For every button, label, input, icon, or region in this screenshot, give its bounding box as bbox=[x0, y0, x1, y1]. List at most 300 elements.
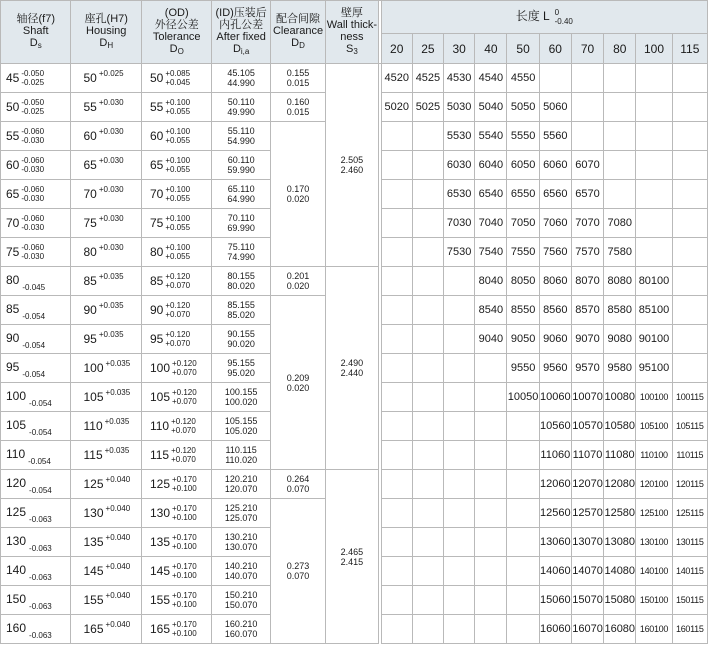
table-row bbox=[1, 64, 708, 93]
length-cell: 13070 bbox=[571, 528, 603, 557]
od-cell: 80 +0.100 +0.055 bbox=[141, 238, 211, 267]
length-cell bbox=[381, 325, 412, 354]
length-col-header: 80 bbox=[604, 34, 636, 64]
length-cell: 9560 bbox=[539, 354, 571, 383]
length-cell: 7570 bbox=[571, 238, 603, 267]
length-col-header: 70 bbox=[571, 34, 603, 64]
length-cell: 8050 bbox=[507, 267, 539, 296]
length-col-header: 60 bbox=[539, 34, 571, 64]
shaft-cell: 75 -0.060 -0.030 bbox=[1, 238, 71, 267]
shaft-cell: $90_{-0.054}$ bbox=[1, 325, 71, 354]
length-cell: 4525 bbox=[412, 64, 443, 93]
length-cell: 11060 bbox=[539, 441, 571, 470]
length-cell: 5060 bbox=[539, 93, 571, 122]
id-cell: 160.210 160.070 bbox=[212, 615, 270, 644]
length-cell bbox=[475, 470, 507, 499]
od-cell: 130 +0.170 +0.100 bbox=[141, 499, 211, 528]
length-cell bbox=[444, 325, 475, 354]
id-cell: 105.155 105.020 bbox=[212, 412, 270, 441]
id-cell: 85.155 85.020 bbox=[212, 296, 270, 325]
id-cell: 70.110 69.990 bbox=[212, 209, 270, 238]
length-cell bbox=[381, 499, 412, 528]
header-shaft: 轴径(f7) Shaft $D_s$ bbox=[1, 1, 71, 64]
length-cell bbox=[672, 151, 707, 180]
length-cell: 14060 bbox=[539, 557, 571, 586]
length-cell bbox=[636, 122, 672, 151]
length-cell: 10070 bbox=[571, 383, 603, 412]
length-cell bbox=[412, 557, 443, 586]
length-cell: 125100 bbox=[636, 499, 672, 528]
length-col-header: 100 bbox=[636, 34, 672, 64]
length-cell: 6050 bbox=[507, 151, 539, 180]
header-clearance: 配合间隙 Clearance $D_D$ bbox=[270, 1, 325, 64]
shaft-cell: $125_{-0.063}$ bbox=[1, 499, 71, 528]
length-cell bbox=[444, 499, 475, 528]
length-cell bbox=[412, 615, 443, 644]
length-cell bbox=[381, 354, 412, 383]
length-cell bbox=[444, 557, 475, 586]
length-cell: 130115 bbox=[672, 528, 707, 557]
length-cell bbox=[604, 64, 636, 93]
housing-cell: 70 $^{+0.030}$ bbox=[71, 180, 141, 209]
length-cell bbox=[475, 499, 507, 528]
length-cell: 7030 bbox=[444, 209, 475, 238]
wall-thickness-cell: 2.465 2.415 bbox=[326, 470, 378, 644]
length-cell: 4530 bbox=[444, 64, 475, 93]
housing-cell: 125 $^{+0.040}$ bbox=[71, 470, 141, 499]
length-cell bbox=[475, 354, 507, 383]
od-cell: 85 +0.120 +0.070 bbox=[141, 267, 211, 296]
shaft-cell: $100_{-0.054}$ bbox=[1, 383, 71, 412]
clearance-cell: 0.264 0.070 bbox=[270, 470, 325, 499]
od-cell: 145 +0.170 +0.100 bbox=[141, 557, 211, 586]
housing-cell: 100 $^{+0.035}$ bbox=[71, 354, 141, 383]
length-cell bbox=[444, 470, 475, 499]
od-cell: 70 +0.100 +0.055 bbox=[141, 180, 211, 209]
length-cell bbox=[475, 557, 507, 586]
length-cell: 11080 bbox=[604, 441, 636, 470]
shaft-cell: $140_{-0.063}$ bbox=[1, 557, 71, 586]
housing-cell: 65 $^{+0.030}$ bbox=[71, 151, 141, 180]
length-cell: 7580 bbox=[604, 238, 636, 267]
od-cell: 65 +0.100 +0.055 bbox=[141, 151, 211, 180]
length-cell: 12580 bbox=[604, 499, 636, 528]
length-cell: 10050 bbox=[507, 383, 539, 412]
od-cell: 110 +0.120 +0.070 bbox=[141, 412, 211, 441]
length-cell: 6070 bbox=[571, 151, 603, 180]
od-cell: 95 +0.120 +0.070 bbox=[141, 325, 211, 354]
length-cell bbox=[444, 354, 475, 383]
length-cell: 6030 bbox=[444, 151, 475, 180]
length-cell: 8080 bbox=[604, 267, 636, 296]
wall-thickness-cell: 2.505 2.460 bbox=[326, 64, 378, 267]
length-cell: 9570 bbox=[571, 354, 603, 383]
shaft-cell: $110_{-0.054}$ bbox=[1, 441, 71, 470]
id-cell: 80.155 80.020 bbox=[212, 267, 270, 296]
shaft-cell: $130_{-0.063}$ bbox=[1, 528, 71, 557]
length-cell bbox=[381, 470, 412, 499]
length-cell bbox=[507, 441, 539, 470]
length-cell: 12560 bbox=[539, 499, 571, 528]
id-cell: 120.210 120.070 bbox=[212, 470, 270, 499]
length-col-header: 30 bbox=[444, 34, 475, 64]
length-cell bbox=[672, 238, 707, 267]
length-cell: 14080 bbox=[604, 557, 636, 586]
length-cell bbox=[475, 528, 507, 557]
shaft-cell: 45 -0.050 -0.025 bbox=[1, 64, 71, 93]
housing-cell: 85 $^{+0.035}$ bbox=[71, 267, 141, 296]
length-cell: 140100 bbox=[636, 557, 672, 586]
clearance-cell: 0.273 0.070 bbox=[270, 499, 325, 644]
wall-thickness-cell: 2.490 2.440 bbox=[326, 267, 378, 470]
length-cell: 5550 bbox=[507, 122, 539, 151]
length-cell: 5560 bbox=[539, 122, 571, 151]
length-cell: 8540 bbox=[475, 296, 507, 325]
length-cell: 16080 bbox=[604, 615, 636, 644]
length-cell: 8550 bbox=[507, 296, 539, 325]
length-cell: 100100 bbox=[636, 383, 672, 412]
length-cell bbox=[381, 412, 412, 441]
id-cell: 55.110 54.990 bbox=[212, 122, 270, 151]
housing-cell: 165 $^{+0.040}$ bbox=[71, 615, 141, 644]
length-cell bbox=[381, 122, 412, 151]
housing-cell: 155 $^{+0.040}$ bbox=[71, 586, 141, 615]
header-housing: 座孔(H7) Housing $D_H$ bbox=[71, 1, 141, 64]
length-cell: 150115 bbox=[672, 586, 707, 615]
shaft-cell: $160_{-0.063}$ bbox=[1, 615, 71, 644]
length-cell bbox=[672, 296, 707, 325]
length-col-header: 40 bbox=[475, 34, 507, 64]
id-cell: 130.210 130.070 bbox=[212, 528, 270, 557]
table-row bbox=[1, 267, 708, 296]
shaft-cell: $150_{-0.063}$ bbox=[1, 586, 71, 615]
length-cell bbox=[672, 354, 707, 383]
length-cell bbox=[539, 64, 571, 93]
length-cell bbox=[412, 151, 443, 180]
od-cell: 125 +0.170 +0.100 bbox=[141, 470, 211, 499]
length-cell bbox=[636, 93, 672, 122]
length-cell bbox=[571, 64, 603, 93]
length-cell: 105115 bbox=[672, 412, 707, 441]
length-cell: 8570 bbox=[571, 296, 603, 325]
length-cell: 8040 bbox=[475, 267, 507, 296]
length-cell bbox=[604, 151, 636, 180]
od-cell: 60 +0.100 +0.055 bbox=[141, 122, 211, 151]
length-cell bbox=[412, 267, 443, 296]
housing-cell: 110 $^{+0.035}$ bbox=[71, 412, 141, 441]
length-cell bbox=[475, 441, 507, 470]
od-cell: 75 +0.100 +0.055 bbox=[141, 209, 211, 238]
length-col-header: 115 bbox=[672, 34, 707, 64]
length-cell bbox=[672, 93, 707, 122]
length-cell bbox=[412, 209, 443, 238]
length-cell: 7050 bbox=[507, 209, 539, 238]
length-cell: 7040 bbox=[475, 209, 507, 238]
length-cell bbox=[381, 180, 412, 209]
length-cell bbox=[381, 151, 412, 180]
length-cell bbox=[412, 586, 443, 615]
shaft-cell: 70 -0.060 -0.030 bbox=[1, 209, 71, 238]
clearance-cell: 0.209 0.020 bbox=[270, 296, 325, 470]
length-cell bbox=[507, 499, 539, 528]
od-cell: 90 +0.120 +0.070 bbox=[141, 296, 211, 325]
length-cell bbox=[507, 528, 539, 557]
length-cell: 6530 bbox=[444, 180, 475, 209]
length-cell bbox=[444, 615, 475, 644]
length-cell bbox=[412, 354, 443, 383]
length-cell: 8060 bbox=[539, 267, 571, 296]
length-cell: 90100 bbox=[636, 325, 672, 354]
od-cell: 100 +0.120 +0.070 bbox=[141, 354, 211, 383]
id-cell: 60.110 59.990 bbox=[212, 151, 270, 180]
length-cell: 130100 bbox=[636, 528, 672, 557]
id-cell: 150.210 150.070 bbox=[212, 586, 270, 615]
length-cell: 7070 bbox=[571, 209, 603, 238]
length-cell bbox=[444, 412, 475, 441]
id-cell: 50.110 49.990 bbox=[212, 93, 270, 122]
length-cell bbox=[672, 325, 707, 354]
housing-cell: 60 $^{+0.030}$ bbox=[71, 122, 141, 151]
housing-cell: 90 $^{+0.035}$ bbox=[71, 296, 141, 325]
length-cell bbox=[636, 209, 672, 238]
length-cell: 8560 bbox=[539, 296, 571, 325]
od-cell: 115 +0.120 +0.070 bbox=[141, 441, 211, 470]
id-cell: 140.210 140.070 bbox=[212, 557, 270, 586]
length-cell bbox=[604, 180, 636, 209]
length-cell bbox=[412, 441, 443, 470]
length-cell bbox=[381, 586, 412, 615]
length-cell: 4550 bbox=[507, 64, 539, 93]
length-cell: 9580 bbox=[604, 354, 636, 383]
length-cell: 13060 bbox=[539, 528, 571, 557]
length-cell: 5040 bbox=[475, 93, 507, 122]
length-cell: 110115 bbox=[672, 441, 707, 470]
length-cell: 140115 bbox=[672, 557, 707, 586]
length-cell bbox=[444, 441, 475, 470]
clearance-cell: 0.170 0.020 bbox=[270, 122, 325, 267]
length-cell: 10560 bbox=[539, 412, 571, 441]
length-cell bbox=[672, 267, 707, 296]
length-cell: 85100 bbox=[636, 296, 672, 325]
length-cell bbox=[604, 93, 636, 122]
housing-cell: 95 $^{+0.035}$ bbox=[71, 325, 141, 354]
length-cell bbox=[604, 122, 636, 151]
length-cell: 105100 bbox=[636, 412, 672, 441]
length-cell: 7530 bbox=[444, 238, 475, 267]
id-cell: 90.155 90.020 bbox=[212, 325, 270, 354]
length-cell bbox=[636, 238, 672, 267]
length-cell bbox=[412, 412, 443, 441]
length-cell bbox=[444, 383, 475, 412]
length-cell: 160100 bbox=[636, 615, 672, 644]
length-cell bbox=[636, 151, 672, 180]
length-cell bbox=[444, 586, 475, 615]
length-cell: 6060 bbox=[539, 151, 571, 180]
length-cell: 9040 bbox=[475, 325, 507, 354]
length-cell bbox=[507, 557, 539, 586]
length-cell bbox=[571, 93, 603, 122]
length-cell bbox=[475, 383, 507, 412]
length-cell: 120115 bbox=[672, 470, 707, 499]
length-cell: 125115 bbox=[672, 499, 707, 528]
length-cell bbox=[507, 586, 539, 615]
length-cell bbox=[444, 267, 475, 296]
length-cell: 160115 bbox=[672, 615, 707, 644]
length-cell bbox=[475, 412, 507, 441]
shaft-cell: $105_{-0.054}$ bbox=[1, 412, 71, 441]
length-cell: 7060 bbox=[539, 209, 571, 238]
length-cell: 12070 bbox=[571, 470, 603, 499]
length-cell: 5530 bbox=[444, 122, 475, 151]
od-cell: 55 +0.100 +0.055 bbox=[141, 93, 211, 122]
length-cell: 7550 bbox=[507, 238, 539, 267]
length-cell: 5025 bbox=[412, 93, 443, 122]
length-cell: 6540 bbox=[475, 180, 507, 209]
shaft-cell: $95_{-0.054}$ bbox=[1, 354, 71, 383]
length-cell: 9050 bbox=[507, 325, 539, 354]
shaft-cell: $120_{-0.054}$ bbox=[1, 470, 71, 499]
length-cell: 11070 bbox=[571, 441, 603, 470]
length-cell bbox=[672, 64, 707, 93]
length-cell bbox=[672, 122, 707, 151]
id-cell: 95.155 95.020 bbox=[212, 354, 270, 383]
od-cell: 105 +0.120 +0.070 bbox=[141, 383, 211, 412]
od-cell: 135 +0.170 +0.100 bbox=[141, 528, 211, 557]
length-cell: 10580 bbox=[604, 412, 636, 441]
length-cell bbox=[636, 180, 672, 209]
length-cell bbox=[571, 122, 603, 151]
length-cell bbox=[672, 209, 707, 238]
id-cell: 100.155 100.020 bbox=[212, 383, 270, 412]
length-cell bbox=[444, 528, 475, 557]
header-wall-thickness: 壁厚 Wall thick- ness $S_3$ bbox=[326, 1, 378, 64]
header-od-tolerance: (OD) 外径公差 Tolerance $D_O$ bbox=[141, 1, 211, 64]
length-cell bbox=[381, 238, 412, 267]
length-cell bbox=[636, 64, 672, 93]
length-cell bbox=[381, 296, 412, 325]
length-col-header: 50 bbox=[507, 34, 539, 64]
length-cell bbox=[507, 470, 539, 499]
length-cell: 6560 bbox=[539, 180, 571, 209]
shaft-cell: 65 -0.060 -0.030 bbox=[1, 180, 71, 209]
length-cell: 5020 bbox=[381, 93, 412, 122]
length-col-header: 20 bbox=[381, 34, 412, 64]
length-cell: 7560 bbox=[539, 238, 571, 267]
length-cell bbox=[412, 180, 443, 209]
shaft-cell: 55 -0.060 -0.030 bbox=[1, 122, 71, 151]
length-cell: 8580 bbox=[604, 296, 636, 325]
length-cell: 9550 bbox=[507, 354, 539, 383]
housing-cell: 145 $^{+0.040}$ bbox=[71, 557, 141, 586]
length-cell bbox=[475, 615, 507, 644]
length-cell: 120100 bbox=[636, 470, 672, 499]
length-cell: 6570 bbox=[571, 180, 603, 209]
id-cell: 110.115 110.020 bbox=[212, 441, 270, 470]
shaft-cell: $80_{-0.045}$ bbox=[1, 267, 71, 296]
length-cell bbox=[475, 586, 507, 615]
length-cell bbox=[444, 296, 475, 325]
length-cell: 110100 bbox=[636, 441, 672, 470]
length-cell: 6040 bbox=[475, 151, 507, 180]
length-cell: 9060 bbox=[539, 325, 571, 354]
length-cell bbox=[672, 180, 707, 209]
housing-cell: 105 $^{+0.035}$ bbox=[71, 383, 141, 412]
length-cell: 12570 bbox=[571, 499, 603, 528]
length-cell: 13080 bbox=[604, 528, 636, 557]
length-cell: 7080 bbox=[604, 209, 636, 238]
length-cell: 10570 bbox=[571, 412, 603, 441]
length-cell bbox=[412, 325, 443, 354]
length-cell: 4540 bbox=[475, 64, 507, 93]
clearance-cell: 0.160 0.015 bbox=[270, 93, 325, 122]
shaft-cell: 50 -0.050 -0.025 bbox=[1, 93, 71, 122]
length-cell bbox=[507, 615, 539, 644]
length-cell bbox=[412, 296, 443, 325]
length-col-header: 25 bbox=[412, 34, 443, 64]
length-cell bbox=[381, 441, 412, 470]
length-cell: 12080 bbox=[604, 470, 636, 499]
housing-cell: 80 $^{+0.030}$ bbox=[71, 238, 141, 267]
length-cell: 6550 bbox=[507, 180, 539, 209]
length-cell: 4520 bbox=[381, 64, 412, 93]
id-cell: 65.110 64.990 bbox=[212, 180, 270, 209]
header-length: 长度 L 0 -0.40 bbox=[381, 1, 707, 34]
length-cell: 80100 bbox=[636, 267, 672, 296]
clearance-cell: 0.155 0.015 bbox=[270, 64, 325, 93]
housing-cell: 115 $^{+0.035}$ bbox=[71, 441, 141, 470]
length-cell: 9080 bbox=[604, 325, 636, 354]
od-cell: 165 +0.170 +0.100 bbox=[141, 615, 211, 644]
length-cell bbox=[381, 209, 412, 238]
length-cell: 10060 bbox=[539, 383, 571, 412]
length-cell: 15080 bbox=[604, 586, 636, 615]
length-cell: 9070 bbox=[571, 325, 603, 354]
length-cell bbox=[381, 267, 412, 296]
housing-cell: 130 $^{+0.040}$ bbox=[71, 499, 141, 528]
header-id-tolerance: (ID)压装后 内孔公差 After fixed $D_{i,a}$ bbox=[212, 1, 270, 64]
length-cell bbox=[412, 528, 443, 557]
id-cell: 125.210 125.070 bbox=[212, 499, 270, 528]
clearance-cell: 0.201 0.020 bbox=[270, 267, 325, 296]
length-cell: 150100 bbox=[636, 586, 672, 615]
housing-cell: 135 $^{+0.040}$ bbox=[71, 528, 141, 557]
housing-cell: 75 $^{+0.030}$ bbox=[71, 209, 141, 238]
od-cell: 155 +0.170 +0.100 bbox=[141, 586, 211, 615]
length-cell: 8070 bbox=[571, 267, 603, 296]
length-cell bbox=[412, 499, 443, 528]
length-cell: 5050 bbox=[507, 93, 539, 122]
length-cell bbox=[381, 383, 412, 412]
length-cell bbox=[381, 557, 412, 586]
length-cell: 5540 bbox=[475, 122, 507, 151]
length-cell bbox=[412, 238, 443, 267]
id-cell: 45.105 44.990 bbox=[212, 64, 270, 93]
length-cell bbox=[412, 383, 443, 412]
length-cell: 14070 bbox=[571, 557, 603, 586]
length-cell bbox=[381, 528, 412, 557]
length-cell: 15070 bbox=[571, 586, 603, 615]
id-cell: 75.110 74.990 bbox=[212, 238, 270, 267]
shaft-cell: 60 -0.060 -0.030 bbox=[1, 151, 71, 180]
length-cell: 10080 bbox=[604, 383, 636, 412]
housing-cell: 50 $^{+0.025}$ bbox=[71, 64, 141, 93]
length-cell bbox=[412, 470, 443, 499]
length-cell: 16070 bbox=[571, 615, 603, 644]
table-row bbox=[1, 470, 708, 499]
length-cell bbox=[507, 412, 539, 441]
length-cell: 100115 bbox=[672, 383, 707, 412]
shaft-cell: $85_{-0.054}$ bbox=[1, 296, 71, 325]
